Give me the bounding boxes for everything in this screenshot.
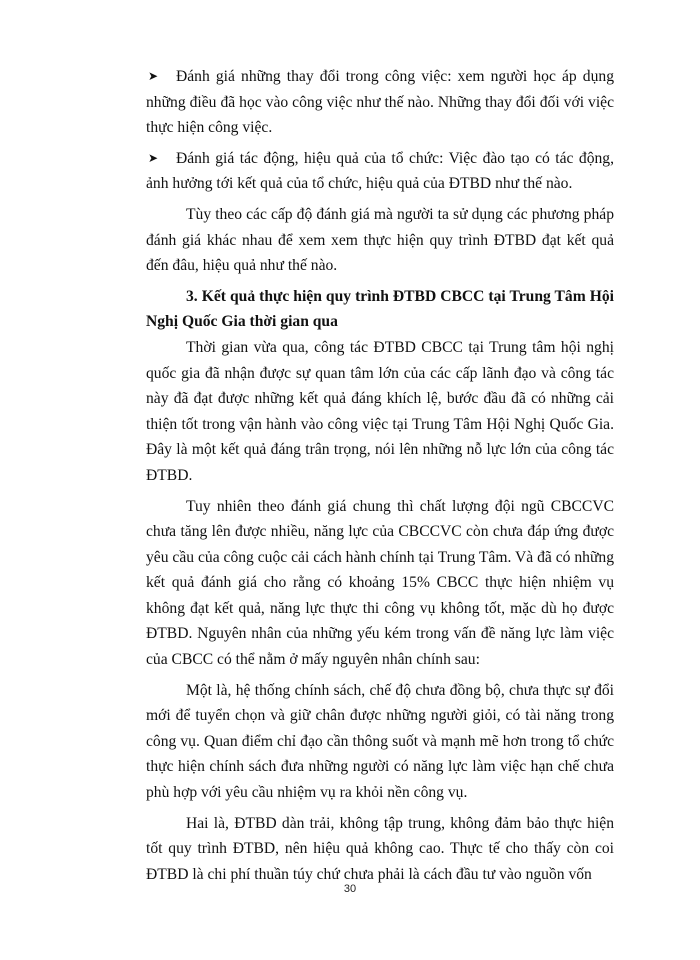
bullet-item xyxy=(146,146,614,197)
page-content xyxy=(146,64,614,887)
arrow-bullet-icon: ➤ xyxy=(148,150,159,165)
body-paragraph: Tuy nhiên theo đánh giá chung thì chất lượng đội ngũ CBCCVC chưa tăng lên được nhiều, năng lực của CBCCVC còn chưa đáp ứng được yêu cầu của công cuộc cải cách hành chính tại Trung Tâm. Và đã có những kết quả đánh giá cho rằng có khoảng 15% CBCC thực hiện nhiệm vụ không đạt kết quả, năng lực thực thi công vụ không tốt, mặc dù họ được ĐTBD. Nguyên nhân của những yếu kém trong vấn đề năng lực làm việc của CBCC có thể nằm ở mấy nguyên nhân chính sau: xyxy=(146,497,614,669)
bullet-item xyxy=(146,64,614,141)
body-paragraph: Thời gian vừa qua, công tác ĐTBD CBCC tại Trung tâm hội nghị quốc gia đã nhận được sự quan tâm lớn của các cấp lãnh đạo và công tác này đã đạt được những kết quả đáng khích lệ, bước đầu đã có những cải thiện tốt trong vận hành vào công việc tại Trung Tâm Hội Nghị Quốc Gia. Đây là một kết quả đáng trân trọng, nói lên những nỗ lực lớn của công tác ĐTBD. xyxy=(146,338,614,484)
arrow-bullet-icon: ➤ xyxy=(148,69,159,83)
page-number: 30 xyxy=(343,883,357,895)
section-heading: 3. Kết quả thực hiện quy trình ĐTBD CBCC tại Trung Tâm Hội Nghị Quốc Gia thời gian qua xyxy=(146,287,614,331)
body-paragraph: Hai là, ĐTBD dàn trải, không tập trung, không đảm bảo thực hiện tốt quy trình ĐTBD, nên hiệu quả không cao. Thực tế cho thấy còn coi ĐTBD là chi phí thuần túy chứ chưa phải là cách đầu tư vào nguồn vốn xyxy=(146,814,614,883)
body-paragraph: Một là, hệ thống chính sách, chế độ chưa đồng bộ, chưa thực sự đổi mới để tuyển chọn và giữ chân được những người giỏi, có tài năng trong công vụ. Quan điểm chỉ đạo cần thông suốt và mạnh mẽ hơn trong tổ chức thực hiện chính sách đưa những người có năng lực làm việc hạn chế chưa phù hợp với yêu cầu nhiệm vụ ra khỏi nền công vụ. xyxy=(146,681,614,802)
bullet-text: Đánh giá tác động, hiệu quả của tổ chức: Việc đào tạo có tác động, ảnh hưởng tới kết quả của tổ chức, hiệu quả của ĐTBD như thế nào. xyxy=(146,149,614,193)
bullet-text: Đánh giá những thay đổi trong công việc: xem người học áp dụng những điều đã học vào công việc như thế nào. Những thay đổi đối với việc thực hiện công việc. xyxy=(146,68,614,137)
intro-paragraph: Tùy theo các cấp độ đánh giá mà người ta sử dụng các phương pháp đánh giá khác nhau để xem xem thực hiện quy trình ĐTBD đạt kết quả đến đâu, hiệu quả như thế nào. xyxy=(146,205,614,275)
